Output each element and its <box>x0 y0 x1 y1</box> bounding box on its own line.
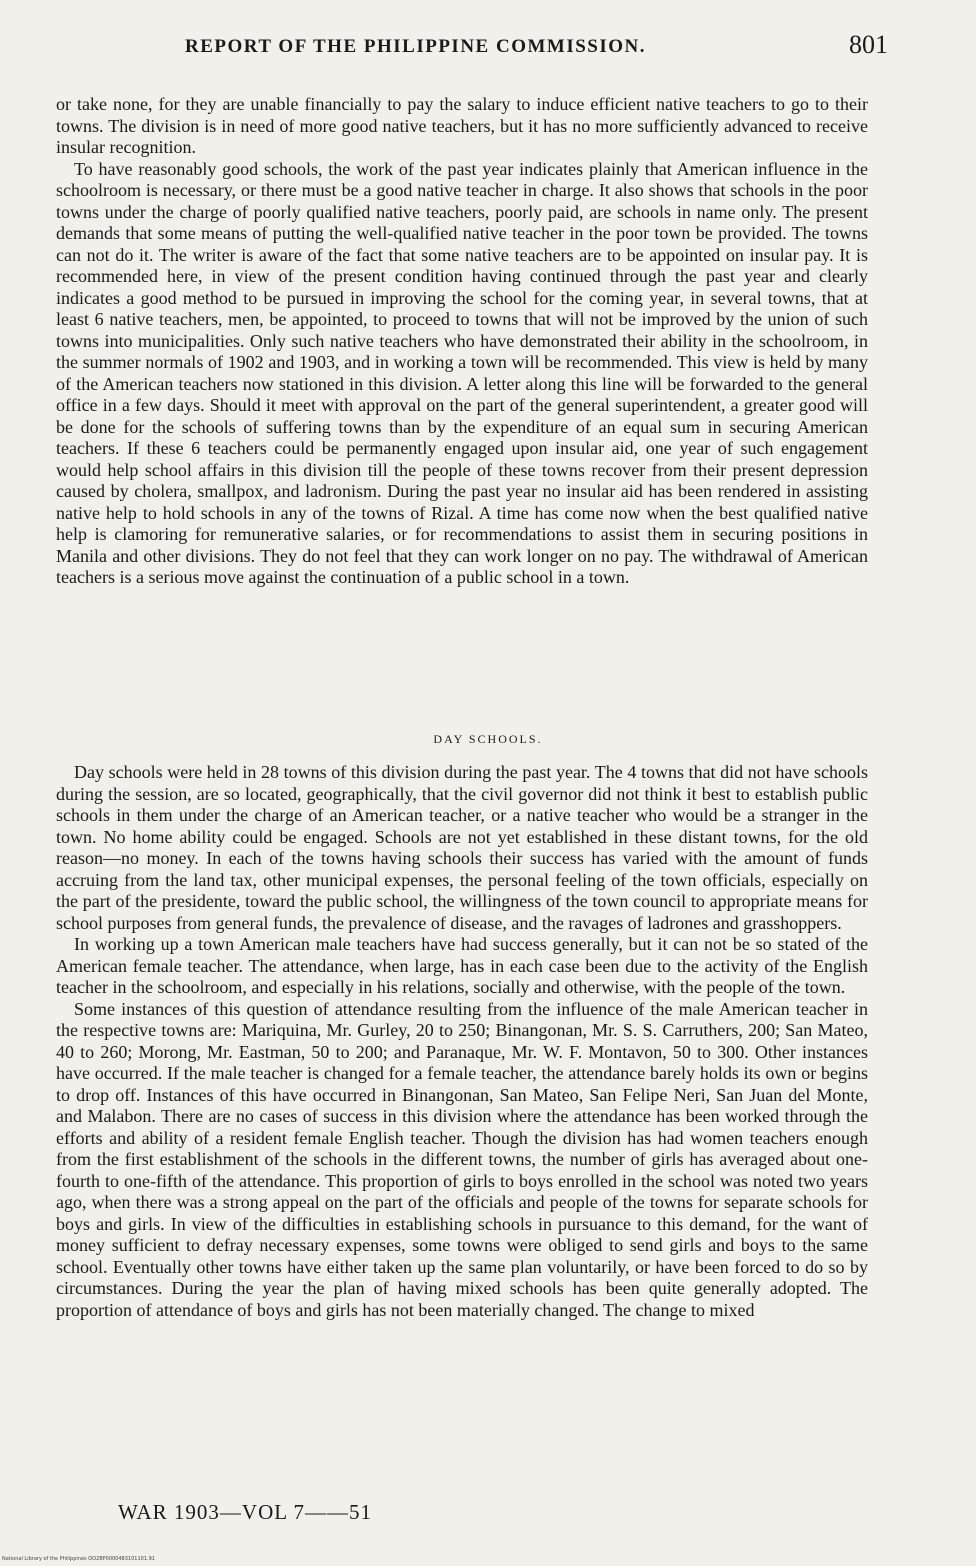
signature-line: WAR 1903—VOL 7——51 <box>118 1500 373 1524</box>
paragraph: Some instances of this question of attendance resulting from the influence of the male American teacher in the respective towns are: Mariquina, Mr. Gurley, 20 to 250; Binangonan, Mr. S. S. Carruthers, 200; San Mateo, 40 to 260; Morong, Mr. Eastman, 50 to 200; and Paranaque, Mr. W. F. Montavon, 50 to 300. Other instances have occurred. If the male teacher is changed for a female teacher, the attendance barely holds its own or begins to drop off. Instances of this have occurred in Binangonan, San Mateo, San Felipe Neri, San Juan del Monte, and Malabon. There are no cases of success in this division where the attendance has been worked through the efforts and ability of a resident female English teacher. Though the division has had women teachers enough from the first establishment of the schools in the different towns, the number of girls has averaged about one-fourth to one-fifth of the attendance. This proportion of girls to boys enrolled in the school was noted two years ago, when there was a strong appeal on the part of the officials and people of the towns for separate schools for boys and girls. In view of the difficulties in establishing schools in pursuance to this demand, for the want of money sufficient to defray necessary expenses, some towns were obliged to send girls and boys to the same school. Eventually other towns have either taken up the same plan voluntarily, or have been forced to do so by circumstances. During the year the plan of having mixed schools has been quite generally adopted. The proportion of attendance of boys and girls has not been materially changed. The change to mixed <box>56 998 868 1320</box>
body-text-lower <box>56 762 868 1321</box>
body-text-upper <box>56 94 868 589</box>
paragraph: Day schools were held in 28 towns of this division during the past year. The 4 towns that did not have schools during the session, are so located, geographically, that the civil governor did not think it best to establish public schools in them under the charge of an American teacher, or a native teacher who would be a stranger in the town. No home ability could be engaged. Schools are not yet established in these distant towns, for the old reason—no money. In each of the towns having schools their success has varied with the amount of funds accruing from the land tax, other municipal expenses, the personal feeling of the town officials, especially on the part of the presidente, toward the public school, the willingness of the town council to appropriate means for school purposes from general funds, the prevalence of disease, and the ravages of ladrones and grasshoppers. <box>56 762 868 933</box>
running-title: REPORT OF THE PHILIPPINE COMMISSION. <box>185 36 647 57</box>
page-header <box>60 28 890 68</box>
page-number: 801 <box>849 30 888 59</box>
paragraph: or take none, for they are unable financially to pay the salary to induce efficient native teachers to go to their towns. The division is in need of more good native teachers, but it has no more sufficiently advanced to receive insular recognition. <box>56 94 868 157</box>
library-watermark: National Library of the Philippines DO2BP0000483101101.91 <box>2 1556 155 1562</box>
section-heading: DAY SCHOOLS. <box>433 732 543 746</box>
paragraph: To have reasonably good schools, the work of the past year indicates plainly that American influence in the schoolroom is necessary, or there must be a good native teacher in charge. It also shows that schools in the poor towns under the charge of poorly qualified native teachers, poorly paid, are schools in name only. The present demands that some means of putting the well-qualified native teacher in the poor town be provided. The towns can not do it. The writer is aware of the fact that some native teachers are to be appointed on insular pay. It is recommended here, in view of the present condition having continued through the past year and clearly indicates a good method to be pursued in improving the school for the coming year, in several towns, that at least 6 native teachers, men, be appointed, to proceed to towns that will not be improved by the union of such towns into municipalities. Only such native teachers who have demonstrated their ability in the schoolroom, in the summer normals of 1902 and 1903, and in working a town will be recommended. This view is held by many of the American teachers now stationed in this division. A letter along this line will be forwarded to the general office in a few days. Should it meet with approval on the part of the general superintendent, a greater good will be done for the schools of suffering towns than by the expenditure of an equal sum in securing American teachers. If these 6 teachers could be permanently engaged upon insular aid, one year of such engagement would help school affairs in this division till the people of these towns recover from their present depression caused by cholera, smallpox, and ladronism. During the past year no insular aid has been rendered in assisting native help to hold schools in any of the towns of Rizal. A time has come now when the best qualified native help is clamoring for remunerative salaries, or for recommendations to assist them in securing positions in Manila and other divisions. They do not feel that they can work longer on no pay. The withdrawal of American teachers is a serious move against the continuation of a public school in a town. <box>56 158 868 587</box>
paragraph: In working up a town American male teachers have had success generally, but it can not be so stated of the American female teacher. The attendance, when large, has in each case been due to the activity of the English teacher in the schoolroom, and especially in his relations, socially and otherwise, with the people of the town. <box>56 934 868 997</box>
